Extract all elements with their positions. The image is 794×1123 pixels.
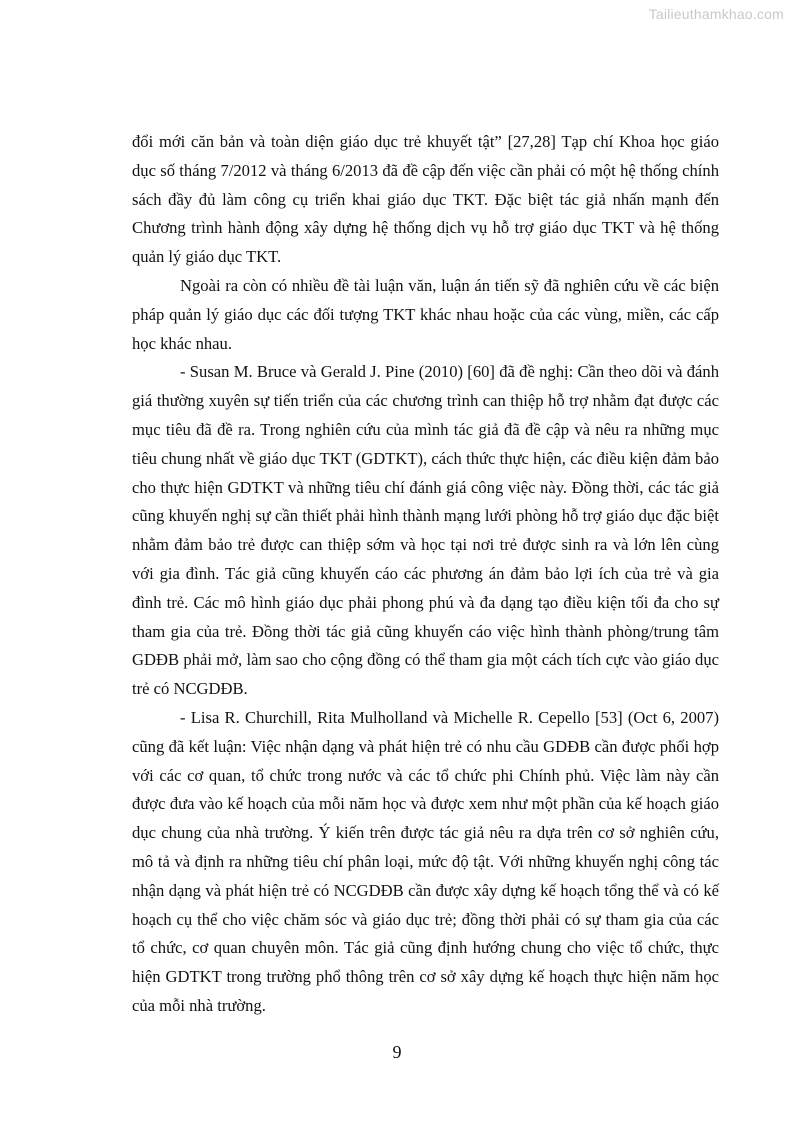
- paragraph-churchill: - Lisa R. Churchill, Rita Mulholland và Michelle R. Cepello [53] (Oct 6, 2007) cũng đã kết luận: Việc nhận dạng và phát hiện trẻ có nhu cầu GDĐB cần được phối hợp với các cơ quan, tổ chức trong nước và các tổ chức phi Chính phủ. Việc làm này cần được đưa vào kế hoạch của mỗi năm học và được xem như một phần của kế hoạch giáo dục chung của nhà trường. Ý kiến trên được tác giả nêu ra dựa trên cơ sở nghiên cứu, mô tả và định ra những tiêu chí phân loại, mức độ tật. Với những khuyến nghị công tác nhận dạng và phát hiện trẻ có NCGDĐB cần được xây dựng kế hoạch tổng thể và có kế hoạch cụ thể cho việc chăm sóc và giáo dục trẻ; đồng thời phải có sự tham gia của các tổ chức, cơ quan chuyên môn. Tác giả cũng định hướng chung cho việc tổ chức, thực hiện GDTKT trong trường phổ thông trên cơ sở xây dựng kế hoạch thực hiện năm học của mỗi nhà trường.: [132, 707, 719, 1015]
- paragraph-bruce-pine: - Susan M. Bruce và Gerald J. Pine (2010) [60] đã đề nghị: Cần theo dõi và đánh giá thường xuyên sự tiến triển của các chương trình can thiệp hỗ trợ nhằm đạt được các mục tiêu đã đề ra. Trong nghiên cứu của mình tác giả đã đề cập và nêu ra những mục tiêu chung nhất về giáo dục TKT (GDTKT), cách thức thực hiện, các điều kiện đảm bảo cho thực hiện GDTKT và những tiêu chí đánh giá công việc này. Đồng thời, các tác giả cũng khuyến nghị sự cần thiết phải hình thành mạng lưới phòng hỗ trợ giáo dục đặc biệt nhằm đảm bảo trẻ được can thiệp sớm và học tại nơi trẻ được sinh ra và lớn lên cùng với gia đình. Tác giả cũng khuyến cáo các phương án đảm bảo lợi ích của trẻ và gia đình trẻ. Các mô hình giáo dục phải phong phú và đa dạng tạo điều kiện tối đa cho sự tham gia của trẻ. Đồng thời tác giả cũng khuyến cáo việc hình thành phòng/trung tâm GDĐB phải mở, làm sao cho cộng đồng có thể tham gia một cách tích cực vào giáo dục trẻ có NCGDĐB.: [132, 362, 719, 699]
- paragraph-continuation: đổi mới căn bản và toàn diện giáo dục trẻ khuyết tật” [27,28] Tạp chí Khoa học giáo dục số tháng 7/2012 và tháng 6/2013 đã đề cập đến việc cần phải có một hệ thống chính sách đầy đủ làm công cụ triển khai giáo dục TKT. Đặc biệt tác giả nhấn mạnh đến Chương trình hành động xây dựng hệ thống dịch vụ hỗ trợ giáo dục TKT và hệ thống quản lý giáo dục TKT.: [132, 132, 719, 267]
- watermark: Tailieuthamkhao.com: [648, 6, 784, 22]
- page-number: 9: [392, 1042, 402, 1062]
- paragraph-other-theses: Ngoài ra còn có nhiều đề tài luận văn, luận án tiến sỹ đã nghiên cứu về các biện pháp quản lý giáo dục các đối tượng TKT khác nhau hoặc của các vùng, miền, các cấp học khác nhau.: [132, 275, 719, 353]
- document-body: [132, 128, 719, 1021]
